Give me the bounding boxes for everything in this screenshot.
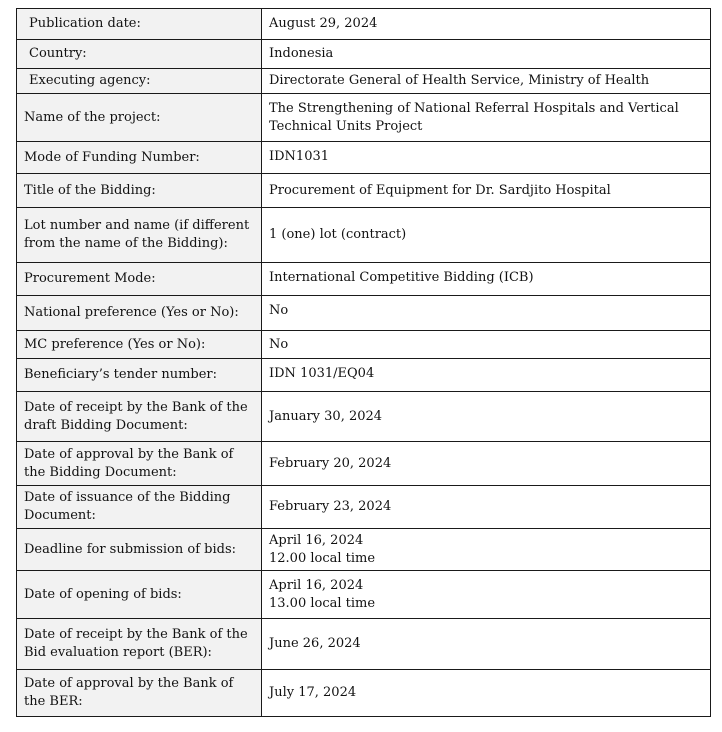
row-label: Date of approval by the Bank of the Bidding Document: <box>17 442 262 486</box>
row-value-line: January 30, 2024 <box>269 408 383 424</box>
row-label: Procurement Mode: <box>17 263 262 296</box>
row-value-line: July 17, 2024 <box>269 685 357 700</box>
row-value <box>262 571 711 619</box>
row-value-line: IDN1031 <box>269 149 330 164</box>
row-value-line: No <box>269 303 289 318</box>
table-row <box>17 331 711 359</box>
table-row <box>17 263 711 296</box>
row-label: Deadline for submission of bids: <box>17 529 262 571</box>
row-value-line: August 29, 2024 <box>269 16 378 31</box>
row-value <box>262 529 711 571</box>
row-value <box>262 174 711 208</box>
row-label: Mode of Funding Number: <box>17 142 262 174</box>
row-value <box>262 442 711 486</box>
row-value <box>262 359 711 392</box>
row-value-line: June 26, 2024 <box>269 636 361 651</box>
row-label: Name of the project: <box>17 94 262 142</box>
table-row <box>17 359 711 392</box>
row-label: MC preference (Yes or No): <box>17 331 262 359</box>
row-value-line: April 16, 2024 <box>269 532 364 548</box>
row-label: Date of receipt by the Bank of the Bid evaluation report (BER): <box>17 619 262 670</box>
row-value-line: 12.00 local time <box>269 550 376 566</box>
table-row <box>17 670 711 717</box>
row-value <box>262 69 711 94</box>
row-label: National preference (Yes or No): <box>17 296 262 331</box>
row-value-line: The Strengthening of National Referral Hospitals and Vertical Technical Units Project <box>269 100 679 134</box>
row-label: Lot number and name (if different from the name of the Bidding): <box>17 208 262 263</box>
row-value <box>262 40 711 69</box>
row-label: Country: <box>17 40 262 69</box>
row-value <box>262 486 711 529</box>
row-value <box>262 619 711 670</box>
table-row <box>17 142 711 174</box>
row-value-line: IDN 1031/EQ04 <box>269 366 375 381</box>
row-value-line: Procurement of Equipment for Dr. Sardjito Hospital <box>269 182 611 198</box>
row-label: Executing agency: <box>17 69 262 94</box>
row-value <box>262 9 711 40</box>
row-value-line: 13.00 local time <box>269 595 376 611</box>
table-row <box>17 442 711 486</box>
row-value <box>262 142 711 174</box>
row-label: Date of issuance of the Bidding Document: <box>17 486 262 529</box>
procurement-notice-table <box>16 8 711 717</box>
row-label: Date of opening of bids: <box>17 571 262 619</box>
table-row <box>17 40 711 69</box>
table-row <box>17 392 711 442</box>
table-row <box>17 619 711 670</box>
row-value <box>262 296 711 331</box>
table-row <box>17 529 711 571</box>
row-value <box>262 208 711 263</box>
row-value-line: International Competitive Bidding (ICB) <box>269 270 534 285</box>
row-value-line: February 23, 2024 <box>269 499 392 514</box>
table-row <box>17 486 711 529</box>
table-row <box>17 571 711 619</box>
row-value-line: Directorate General of Health Service, Ministry of Health <box>269 73 650 88</box>
row-value <box>262 331 711 359</box>
row-value <box>262 263 711 296</box>
row-value-line: April 16, 2024 <box>269 577 364 593</box>
row-value <box>262 392 711 442</box>
row-value <box>262 670 711 717</box>
row-label: Date of approval by the Bank of the BER: <box>17 670 262 717</box>
table-row <box>17 296 711 331</box>
table-row <box>17 208 711 263</box>
row-value-line: Indonesia <box>269 46 334 61</box>
table-row <box>17 9 711 40</box>
row-value-line: 1 (one) lot (contract) <box>269 227 407 242</box>
row-label: Date of receipt by the Bank of the draft Bidding Document: <box>17 392 262 442</box>
row-value <box>262 94 711 142</box>
row-label: Title of the Bidding: <box>17 174 262 208</box>
table-row <box>17 69 711 94</box>
row-label: Beneficiary’s tender number: <box>17 359 262 392</box>
row-label: Publication date: <box>17 9 262 40</box>
row-value-line: February 20, 2024 <box>269 455 392 471</box>
row-value-line: No <box>269 336 289 352</box>
table-row <box>17 174 711 208</box>
table-row <box>17 94 711 142</box>
